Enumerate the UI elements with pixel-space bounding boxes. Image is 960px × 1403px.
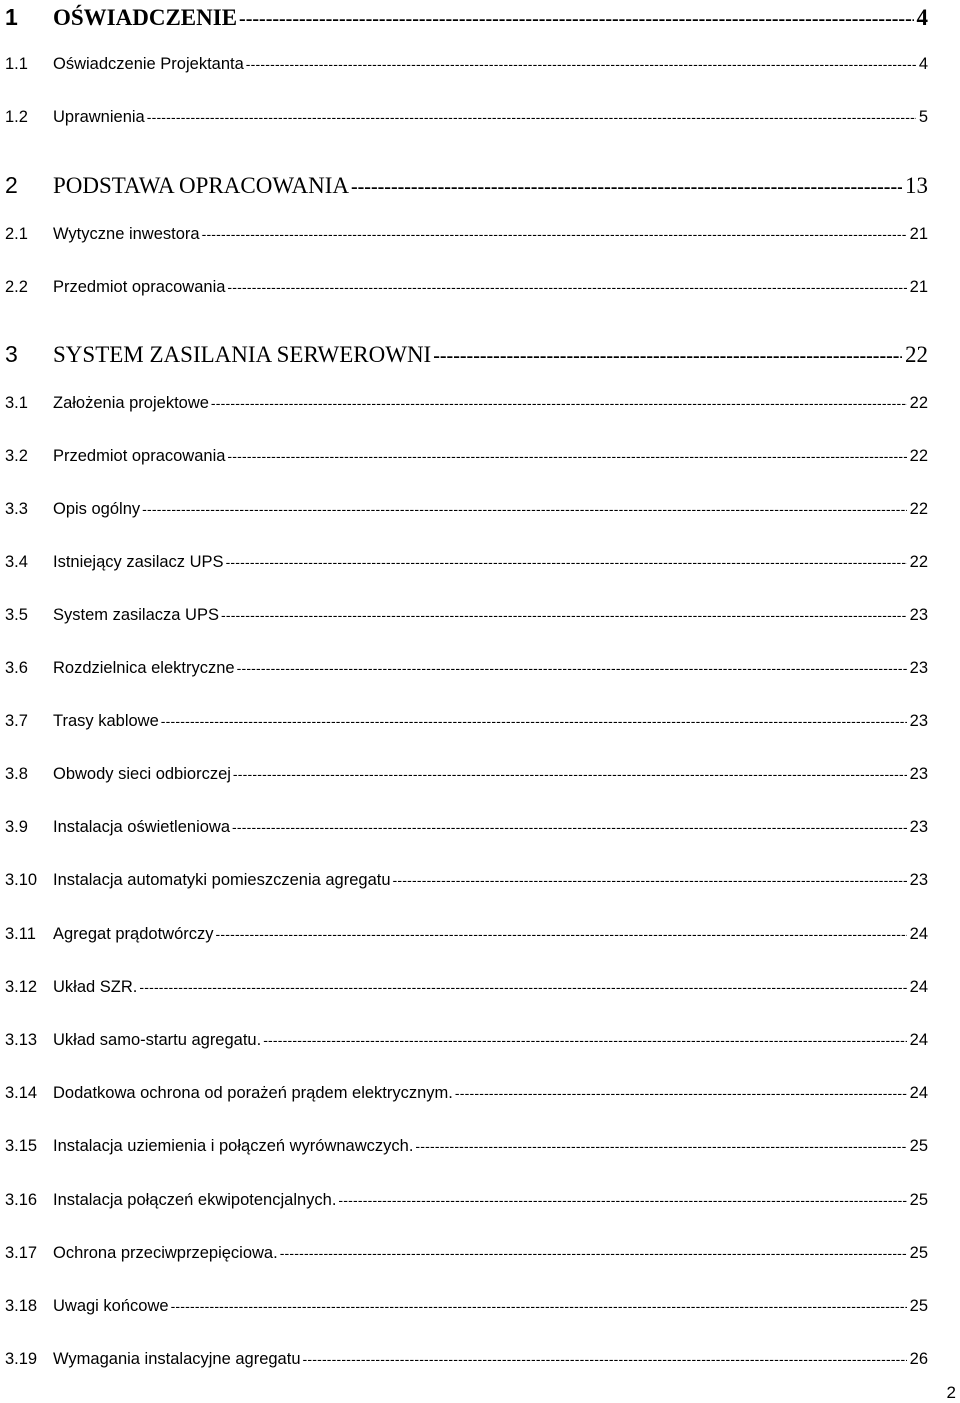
toc-dash-leader — [280, 1241, 907, 1265]
toc-entry-page: 23 — [909, 871, 928, 889]
toc-entry-number: 3.19 — [5, 1350, 38, 1368]
toc-dash-leader — [351, 172, 902, 200]
toc-entry-page: 4 — [918, 55, 928, 73]
toc-dash-leader — [233, 762, 907, 786]
toc-section-entry[interactable] — [5, 391, 928, 415]
toc-dash-leader — [227, 275, 906, 299]
toc-entry-title: Dodatkowa ochrona od porażeń prądem elektrycznym. — [53, 1084, 453, 1102]
toc-entry-page: 25 — [909, 1191, 928, 1209]
toc-entry-page: 22 — [909, 500, 928, 518]
toc-entry-title: Wymagania instalacyjne agregatu — [53, 1350, 301, 1368]
toc-entry-title: Oświadczenie Projektanta — [53, 55, 244, 73]
toc-section-entry[interactable] — [5, 975, 928, 999]
toc-entry-number: 1.1 — [5, 55, 28, 73]
toc-section-entry[interactable] — [5, 603, 928, 627]
toc-entry-title: Uprawnienia — [53, 108, 145, 126]
toc-entry-title: SYSTEM ZASILANIA SERWEROWNI — [53, 342, 432, 367]
toc-entry-number: 3.9 — [5, 818, 28, 836]
toc-dash-leader — [237, 656, 907, 680]
toc-entry-title: Opis ogólny — [53, 500, 141, 518]
toc-chapter-entry[interactable] — [5, 2, 928, 32]
toc-dash-leader — [211, 391, 907, 415]
toc-section-entry[interactable] — [5, 1188, 928, 1212]
toc-entry-title: Trasy kablowe — [53, 712, 159, 730]
toc-entry-title: Uwagi końcowe — [53, 1297, 169, 1315]
toc-entry-title: Agregat prądotwórczy — [53, 925, 214, 943]
toc-entry-page: 21 — [909, 278, 928, 296]
toc-entry-page: 24 — [909, 925, 928, 943]
toc-dash-leader — [142, 497, 907, 521]
toc-entry-title: Istniejący zasilacz UPS — [53, 553, 224, 571]
toc-section-entry[interactable] — [5, 815, 928, 839]
toc-entry-page: 23 — [909, 659, 928, 677]
toc-section-entry[interactable] — [5, 656, 928, 680]
toc-section-entry[interactable] — [5, 709, 928, 733]
toc-dash-leader — [232, 815, 907, 839]
toc-entry-title: Obwody sieci odbiorczej — [53, 765, 231, 783]
toc-entry-page: 25 — [909, 1297, 928, 1315]
toc-entry-title: Instalacja oświetleniowa — [53, 818, 231, 836]
toc-entry-title: Przedmiot opracowania — [53, 447, 226, 465]
toc-entry-number: 3.5 — [5, 606, 28, 624]
toc-entry-title: Przedmiot opracowania — [53, 278, 226, 296]
toc-dash-leader — [338, 1188, 906, 1212]
toc-entry-number: 3.1 — [5, 394, 28, 412]
toc-entry-number: 1.2 — [5, 108, 28, 126]
toc-dash-leader — [239, 4, 913, 32]
toc-section-entry[interactable] — [5, 1347, 928, 1371]
toc-dash-leader — [216, 922, 907, 946]
toc-entry-page: 5 — [918, 108, 928, 126]
toc-dash-leader — [226, 550, 907, 574]
toc-entry-page: 26 — [909, 1350, 928, 1368]
toc-section-entry[interactable] — [5, 444, 928, 468]
toc-chapter-entry[interactable] — [5, 339, 928, 369]
toc-entry-page: 22 — [905, 342, 928, 367]
toc-dash-leader — [246, 52, 916, 76]
toc-section-entry[interactable] — [5, 497, 928, 521]
toc-dash-leader — [415, 1134, 906, 1158]
toc-entry-number: 3.8 — [5, 765, 28, 783]
toc-entry-page: 4 — [916, 5, 928, 30]
toc-entry-title: System zasilacza UPS — [53, 606, 219, 624]
toc-entry-number: 3.17 — [5, 1244, 38, 1262]
toc-entry-page: 22 — [909, 394, 928, 412]
toc-entry-number: 1 — [5, 4, 18, 30]
toc-entry-number: 2.1 — [5, 225, 28, 243]
toc-entry-title: Instalacja uziemienia i połączeń wyrównawczych. — [53, 1137, 414, 1155]
toc-entry-page: 21 — [909, 225, 928, 243]
toc-section-entry[interactable] — [5, 550, 928, 574]
toc-entry-number: 3.18 — [5, 1297, 38, 1315]
toc-entry-number: 3.15 — [5, 1137, 38, 1155]
toc-entry-page: 23 — [909, 606, 928, 624]
toc-dash-leader — [227, 444, 906, 468]
toc-entry-page: 24 — [909, 978, 928, 996]
toc-dash-leader — [147, 105, 916, 129]
toc-entry-title: Układ samo-startu agregatu. — [53, 1031, 262, 1049]
toc-entry-number: 3.7 — [5, 712, 28, 730]
toc-entry-number: 3.2 — [5, 447, 28, 465]
toc-entry-number: 3.14 — [5, 1084, 38, 1102]
toc-section-entry[interactable] — [5, 222, 928, 246]
toc-entry-title: Instalacja automatyki pomieszczenia agregatu — [53, 871, 391, 889]
toc-entry-title: Wytyczne inwestora — [53, 225, 200, 243]
toc-dash-leader — [139, 975, 906, 999]
toc-dash-leader — [221, 603, 907, 627]
toc-entry-number: 3 — [5, 341, 18, 367]
toc-entry-number: 3.10 — [5, 871, 38, 889]
toc-entry-title: Układ SZR. — [53, 978, 138, 996]
toc-entry-page: 23 — [909, 818, 928, 836]
toc-dash-leader — [455, 1081, 907, 1105]
toc-section-entry[interactable] — [5, 275, 928, 299]
toc-dash-leader — [161, 709, 907, 733]
toc-dash-leader — [263, 1028, 906, 1052]
page-number: 2 — [946, 1383, 956, 1402]
toc-entry-page: 23 — [909, 712, 928, 730]
toc-chapter-entry[interactable] — [5, 170, 928, 200]
toc-section-entry[interactable] — [5, 1028, 928, 1052]
toc-dash-leader — [171, 1294, 907, 1318]
toc-section-entry[interactable] — [5, 868, 928, 892]
toc-entry-number: 3.4 — [5, 553, 28, 571]
toc-entry-page: 23 — [909, 765, 928, 783]
toc-section-entry[interactable] — [5, 922, 928, 946]
toc-dash-leader — [433, 341, 902, 369]
toc-section-entry[interactable] — [5, 1294, 928, 1318]
toc-entry-title: Instalacja połączeń ekwipotencjalnych. — [53, 1191, 337, 1209]
toc-entry-title: OŚWIADCZENIE — [53, 5, 238, 30]
toc-entry-page: 13 — [905, 173, 928, 198]
toc-entry-page: 24 — [909, 1031, 928, 1049]
toc-section-entry[interactable] — [5, 52, 928, 76]
toc-entry-number: 3.11 — [5, 925, 36, 943]
toc-entry-page: 22 — [909, 447, 928, 465]
toc-entry-title: Założenia projektowe — [53, 394, 209, 412]
toc-dash-leader — [393, 868, 907, 892]
toc-entry-number: 3.16 — [5, 1191, 38, 1209]
toc-section-entry[interactable] — [5, 762, 928, 786]
toc-entry-number: 3.12 — [5, 978, 38, 996]
toc-entry-title: Ochrona przeciwprzepięciowa. — [53, 1244, 278, 1262]
toc-entry-title: PODSTAWA OPRACOWANIA — [53, 173, 349, 198]
toc-entry-page: 25 — [909, 1137, 928, 1155]
toc-entry-title: Rozdzielnica elektryczne — [53, 659, 235, 677]
toc-section-entry[interactable] — [5, 1081, 928, 1105]
toc-entry-page: 25 — [909, 1244, 928, 1262]
toc-section-entry[interactable] — [5, 105, 928, 129]
toc-entry-number: 3.6 — [5, 659, 28, 677]
toc-dash-leader — [202, 222, 907, 246]
toc-entry-number: 2.2 — [5, 278, 28, 296]
toc-section-entry[interactable] — [5, 1134, 928, 1158]
toc-entry-page: 24 — [909, 1084, 928, 1102]
toc-dash-leader — [303, 1347, 907, 1371]
toc-entry-number: 3.3 — [5, 500, 28, 518]
toc-entry-number: 3.13 — [5, 1031, 38, 1049]
toc-entry-page: 22 — [909, 553, 928, 571]
toc-entry-number: 2 — [5, 172, 18, 198]
toc-section-entry[interactable] — [5, 1241, 928, 1265]
